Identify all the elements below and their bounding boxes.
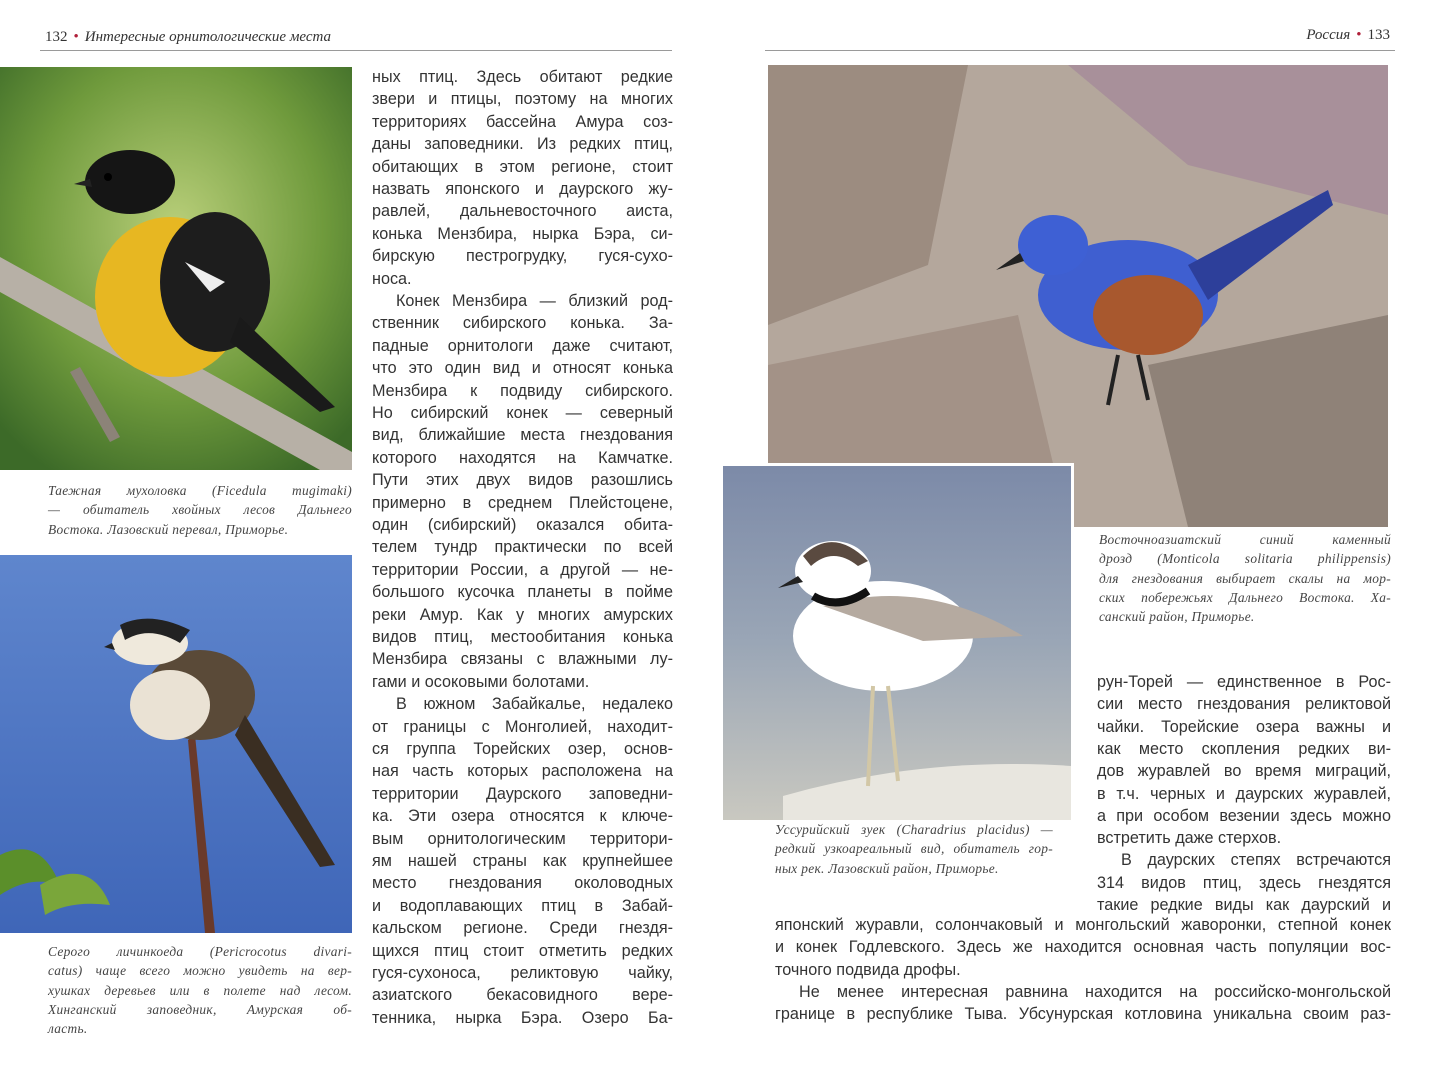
body-text-line: реки Амур. Как у многих амурских [372, 605, 673, 624]
body-text-line: которого находятся на Камчатке. [372, 448, 673, 467]
caption-line: — обитатель хвойных лесов Дальнего [48, 502, 352, 518]
left-running-title: Интересные орнитологические места [84, 29, 332, 45]
body-text-line: гами и осоковыми болотами. [372, 672, 590, 691]
body-text-line: ная часть которых расположена на [372, 762, 673, 781]
body-text-line: границе в республике Тыва. Убсунурская котловина уникальна своим раз- [775, 1005, 1391, 1024]
photo-minivet [0, 555, 352, 933]
body-text-line: и водоплавающих птиц в Забай- [372, 896, 673, 915]
body-text-line: щихся птиц стоит отметить редких [372, 941, 673, 960]
body-text-line: такие редкие виды как даурский и [1097, 896, 1391, 914]
left-page-number: 132 [45, 29, 68, 45]
caption-line: для гнездования выбирает скалы на мор- [1099, 570, 1391, 586]
caption-line: Уссурийский зуек (Charadrius placidus) — [775, 822, 1053, 837]
photo-blue-rock-thrush [768, 65, 1388, 527]
body-text-line: большого кусочка планеты в пойме [372, 583, 673, 602]
body-text-line: чайки. Торейские озера важны и [1097, 717, 1391, 736]
body-text-line: равлей, дальневосточного аиста, [372, 202, 673, 221]
body-text-line: точного подвида дрофы. [775, 960, 961, 979]
body-text-line: территории России, а другой — не- [372, 560, 673, 579]
body-text-line: кальском регионе. Среди гнездя- [372, 919, 673, 938]
body-text-line: даны заповедники. Из редких птиц, [372, 135, 673, 154]
body-text-line: ям нашей страны как крупнейшее [372, 852, 673, 870]
body-text-line: Не менее интересная равнина находится на российско-монгольской [799, 982, 1391, 1001]
body-text-line: один (сибирский) оказался обита- [372, 516, 673, 534]
right-running-header [1306, 27, 1390, 44]
body-text-line: Мензбира связаны с влажными лу- [372, 650, 673, 669]
body-text-line: азиатского бекасовидного вере- [372, 986, 673, 1005]
right-page-number: 133 [1367, 27, 1390, 43]
body-text-line: ка. Эти озера относятся к ключе- [372, 807, 673, 826]
body-text-line: вым орнитологическим территори- [372, 829, 673, 848]
body-text-line: бирскую пестрогрудку, гуся-сухо- [372, 247, 673, 266]
body-text-line: 314 видов птиц, здесь гнездятся [1097, 873, 1391, 892]
left-running-header [45, 29, 331, 46]
body-text-line: гуся-сухоноса, реликтовую чайку, [372, 964, 673, 982]
body-text-line: вид, ближайшие места гнездования [372, 426, 673, 445]
body-text-line: конька Мензбира, нырка Бэра, си- [372, 224, 673, 243]
body-text-line: как место скопления редких ви- [1097, 739, 1391, 758]
body-text-line: В даурских степях встречаются [1121, 851, 1391, 870]
caption-line: санский район, Приморье. [1099, 609, 1255, 625]
body-text-line: Мензбира к подвиду сибирского. [372, 381, 673, 400]
body-text-line: ственник сибирского конька. За- [372, 314, 673, 333]
body-text-line: сии место гнездования реликтовой [1097, 695, 1391, 714]
right-running-title: Россия [1306, 27, 1351, 43]
body-text-line: звери и птицы, поэтому на многих [372, 90, 673, 109]
body-text-line: падные орнитологи даже считают, [372, 336, 673, 355]
caption-line: Хинганский заповедник, Амурская об- [48, 1001, 352, 1017]
caption-line: ных рек. Лазовский район, Приморье. [775, 860, 999, 876]
body-text-line: территории Даурского заповедни- [372, 784, 673, 803]
body-text-line: и конек Годлевского. Здесь же находится основная часть популяции вос- [775, 938, 1391, 957]
bullet-icon: • [1356, 27, 1362, 43]
body-text-line: ных птиц. Здесь обитают редкие [372, 68, 673, 86]
body-text-line: ся группа Торейских озер, основ- [372, 740, 673, 758]
body-text-line: Пути этих двух видов разошлись [372, 471, 673, 490]
body-text-line: видов птиц, местообитания конька [372, 628, 673, 646]
photo-plover [720, 463, 1074, 823]
body-text-line: рун-Торей — единственное в Рос- [1097, 673, 1391, 691]
caption-line: catus) чаще всего можно увидеть на вер- [48, 963, 352, 979]
body-text-line: место гнездования околоводных [372, 874, 673, 893]
body-text-line: территориях бассейна Амура соз- [372, 112, 673, 131]
left-header-rule [40, 50, 672, 51]
body-text-line: В южном Забайкалье, недалеко [396, 695, 673, 714]
body-text-line: Конек Мензбира — близкий род- [396, 292, 673, 310]
body-text-line: примерно в среднем Плейстоцене, [372, 493, 673, 512]
right-header-rule [765, 50, 1395, 51]
body-text-line: встретить даже стерхов. [1097, 829, 1282, 848]
body-text-line: японский журавли, солончаковый и монгольский жаворонки, степной конек [775, 916, 1391, 934]
bullet-icon: • [73, 29, 79, 45]
body-text-line: в т.ч. черных и даурских журавлей, [1097, 784, 1391, 803]
caption-line: Восточноазиатский синий каменный [1099, 532, 1391, 547]
body-text-line: назвать японского и даурского жу- [372, 180, 673, 198]
body-text-line: обитающих в этом регионе, стоит [372, 157, 673, 176]
caption-line: хушках деревьев или в полете над лесом. [48, 982, 352, 998]
caption-line: дрозд (Monticola solitaria philippensis) [1099, 551, 1391, 567]
caption-line: ских побережьях Дальнего Востока. Ха- [1099, 589, 1391, 605]
body-text-line: от границы с Монголией, находит- [372, 717, 673, 736]
body-text-line: что это один вид и относят конька [372, 359, 673, 378]
caption-line: Серого личинкоеда (Pericrocotus divari- [48, 944, 352, 959]
caption-line: редкий узкоареальный вид, обитатель гор- [775, 841, 1053, 857]
body-text-line: а при особом везении здесь можно [1097, 806, 1391, 825]
body-text-line: тенника, нырка Бэра. Озеро Ба- [372, 1008, 673, 1027]
body-text-line: носа. [372, 269, 412, 288]
body-text-line: дов журавлей во время миграций, [1097, 762, 1391, 781]
body-text-line: телем тундр практически по всей [372, 538, 673, 557]
caption-line: ласть. [48, 1021, 88, 1037]
photo-flycatcher [0, 67, 352, 470]
body-text-line: Но сибирский конек — северный [372, 404, 673, 422]
caption-line: Таежная мухоловка (Ficedula mugimaki) [48, 483, 352, 498]
caption-line: Востока. Лазовский перевал, Приморье. [48, 521, 289, 537]
